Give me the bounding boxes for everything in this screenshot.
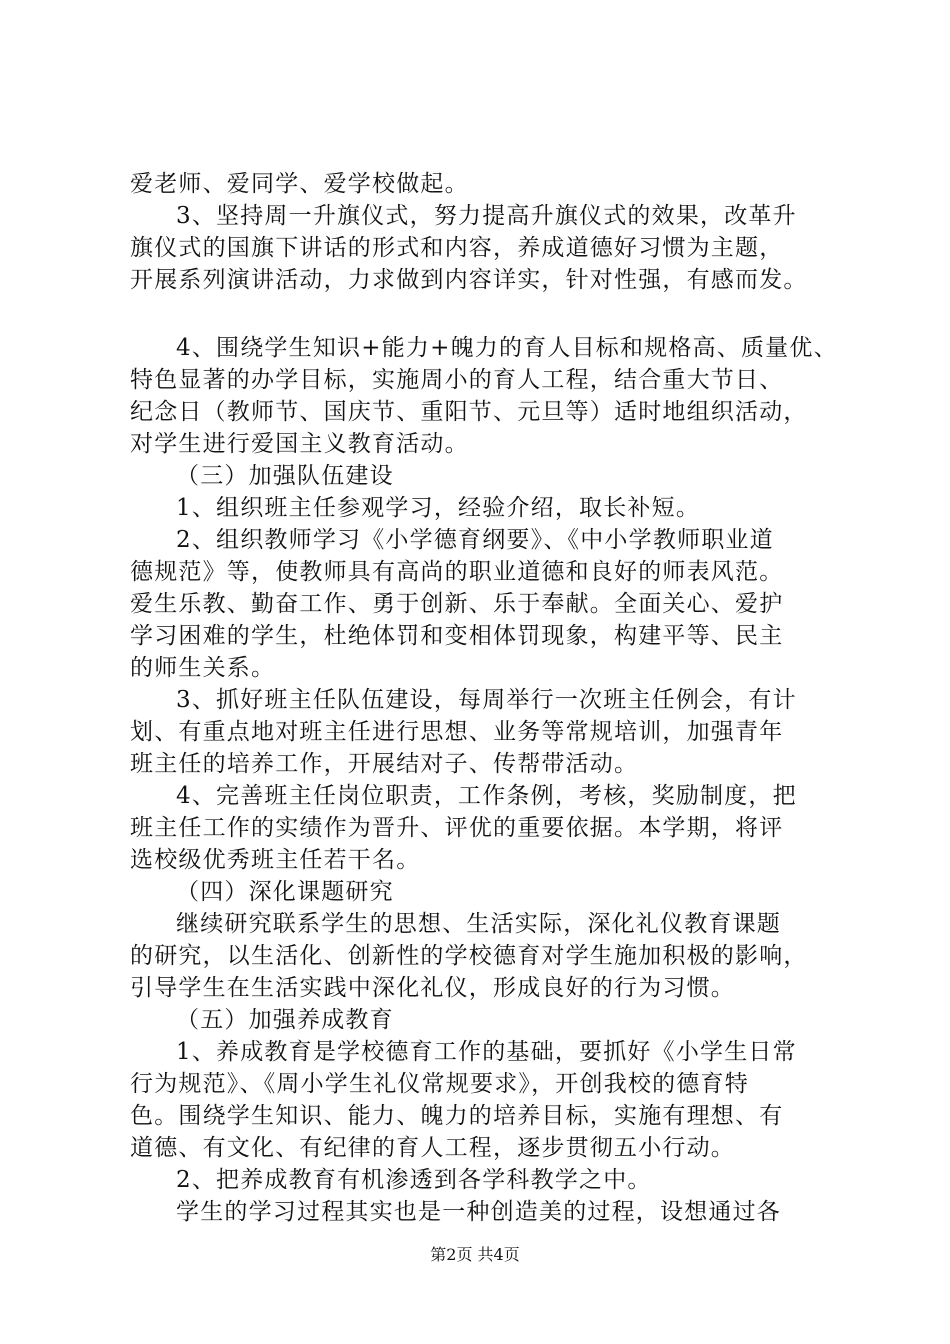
text-line: 1、养成教育是学校德育工作的基础，要抓好《小学生日常 <box>176 1039 797 1065</box>
text-line: 划、有重点地对班主任进行思想、业务等常规培训，加强青年 <box>130 719 784 745</box>
text-line: 爱生乐教、勤奋工作、勇于创新、乐于奉献。全面关心、爱护 <box>130 591 784 617</box>
text-line: 对学生进行爱国主义教育活动。 <box>130 431 469 457</box>
text-line: 道德、有文化、有纪律的育人工程，逐步贯彻五小行动。 <box>130 1135 735 1161</box>
text-line: 引导学生在生活实践中深化礼仪，形成良好的行为习惯。 <box>130 975 735 1001</box>
page-number-label: 第2页 共4页 <box>430 1245 520 1264</box>
text-line: 4、围绕学生知识+能力+魄力的育人目标和规格高、质量优、 <box>176 335 838 361</box>
page-footer <box>0 1244 950 1266</box>
text-line: 班主任的培养工作，开展结对子、传帮带活动。 <box>130 751 639 777</box>
text-line: 纪念日（教师节、国庆节、重阳节、元旦等）适时地组织活动， <box>130 399 808 425</box>
section-heading-3: （三）加强队伍建设 <box>176 463 394 489</box>
text-line: 学生的学习过程其实也是一种创造美的过程，设想通过各 <box>176 1199 781 1225</box>
text-line: 的研究，以生活化、创新性的学校德育对学生施加积极的影响， <box>130 943 808 969</box>
text-line: 行为规范》、《周小学生礼仪常规要求》，开创我校的德育特 <box>130 1071 749 1097</box>
text-line: 班主任工作的实绩作为晋升、评优的重要依据。本学期，将评 <box>130 815 784 841</box>
section-heading-5: （五）加强养成教育 <box>176 1007 394 1033</box>
text-line: 4、完善班主任岗位职责，工作条例，考核，奖励制度，把 <box>176 783 797 809</box>
text-line: 旗仪式的国旗下讲话的形式和内容，养成道德好习惯为主题， <box>130 235 784 261</box>
text-line: 特色显著的办学目标，实施周小的育人工程，结合重大节日、 <box>130 367 784 393</box>
text-line: 开展系列演讲活动，力求做到内容详实，针对性强，有感而发。 <box>130 267 808 293</box>
text-line: 的师生关系。 <box>130 655 276 681</box>
text-line: 3、抓好班主任队伍建设，每周举行一次班主任例会，有计 <box>176 687 797 713</box>
section-heading-4: （四）深化课题研究 <box>176 879 394 905</box>
body-text <box>130 168 855 1228</box>
text-line: 学习困难的学生，杜绝体罚和变相体罚现象，构建平等、民主 <box>130 623 784 649</box>
text-line: 3、坚持周一升旗仪式，努力提高升旗仪式的效果，改革升 <box>176 203 797 229</box>
text-line: 德规范》等，使教师具有高尚的职业道德和良好的师表风范。 <box>130 559 784 585</box>
text-line: 色。围绕学生知识、能力、魄力的培养目标，实施有理想、有 <box>130 1103 784 1129</box>
text-line: 1、组织班主任参观学习，经验介绍，取长补短。 <box>176 495 701 521</box>
text-line: 2、组织教师学习《小学德育纲要》、《中小学教师职业道 <box>176 527 774 553</box>
text-line: 爱老师、爱同学、爱学校做起。 <box>130 171 469 197</box>
text-line: 选校级优秀班主任若干名。 <box>130 847 421 873</box>
text-line: 继续研究联系学生的思想、生活实际，深化礼仪教育课题 <box>176 911 781 937</box>
text-line: 2、把养成教育有机渗透到各学科教学之中。 <box>176 1167 652 1193</box>
